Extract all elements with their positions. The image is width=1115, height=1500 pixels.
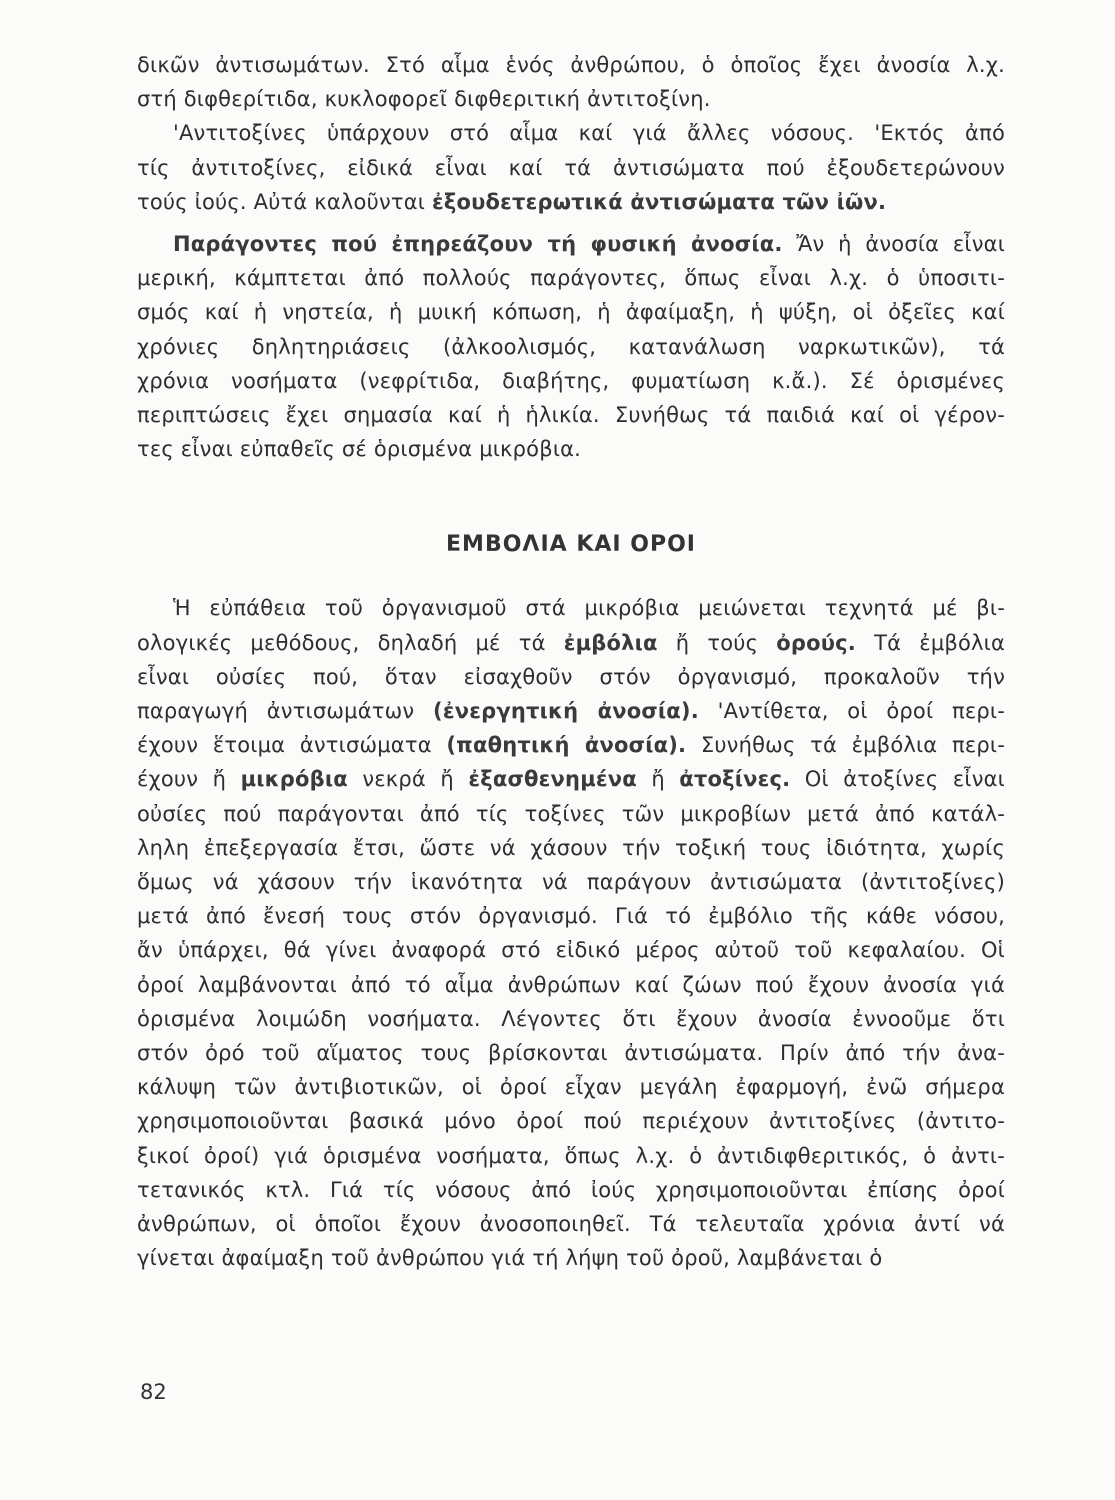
text-line [137, 968, 1005, 1002]
text-line [137, 227, 1005, 261]
text-run: Τά ἐμβόλια [855, 630, 1006, 655]
text-line [137, 728, 1005, 762]
text-run: στή διφθερίτιδα, κυκλοφορεῖ διφθεριτική ἀντιτοξίνη. [137, 87, 711, 112]
text-run: ὀροί λαμβάνονται ἀπό τό αἷμα ἀνθρώπων καί ζώων πού ἔχουν ἀνοσία γιά [137, 972, 1005, 997]
text-line [137, 1002, 1005, 1036]
page-body [137, 48, 1005, 1276]
bold-term: ὀρούς. [776, 630, 856, 655]
text-run: ξικοί ὀροί) γιά ὁρισμένα νοσήματα, ὅπως λ.χ. ὁ ἀντιδιφθεριτικός, ὁ ἀντι- [137, 1143, 1005, 1168]
text-run: τίς ἀντιτοξίνες, εἰδικά εἶναι καί τά ἀντισώματα πού ἐξουδετερώνουν [137, 155, 1005, 180]
text-run: γίνεται ἀφαίμαξη τοῦ ἀνθρώπου γιά τή λήψη τοῦ ὀροῦ, λαμβάνεται ὁ [137, 1246, 883, 1271]
text-run: χρόνια νοσήματα (νεφρίτιδα, διαβήτης, φυματίωση κ.ἄ.). Σέ ὁρισμένες [137, 368, 1005, 393]
text-line [137, 1036, 1005, 1070]
text-run: Συνήθως τά ἐμβόλια περι- [686, 733, 1005, 758]
text-line [137, 1207, 1005, 1241]
bold-term: ἐξουδετερωτικά ἀντισώματα τῶν ἰῶν. [431, 189, 887, 214]
text-line [137, 364, 1005, 398]
text-line [137, 1173, 1005, 1207]
bold-term: ἀτοξίνες. [679, 767, 791, 792]
text-run: οὐσίες πού παράγονται ἀπό τίς τοξίνες τῶν μικροβίων μετά ἀπό κατάλ- [137, 801, 1005, 826]
text-run: ἄν ὑπάρχει, θά γίνει ἀναφορά στό εἰδικό μέρος αὐτοῦ τοῦ κεφαλαίου. Οἱ [137, 938, 1005, 963]
text-line [137, 797, 1005, 831]
page-number: 82 [140, 1380, 167, 1404]
text-run: δικῶν ἀντισωμάτων. Στό αἷμα ἑνός ἀνθρώπου, ὁ ὁποῖος ἔχει ἀνοσία λ.χ. [137, 53, 1005, 77]
text-line [137, 330, 1005, 364]
section-heading: ΕΜΒΟΛΙΑ ΚΑΙ ΟΡΟΙ [446, 532, 696, 558]
bold-term: μικρόβια [240, 767, 348, 792]
text-line [137, 261, 1005, 295]
paragraph-3 [137, 227, 1005, 466]
text-line [137, 185, 1005, 219]
bold-term: Παράγοντες πού ἐπηρεάζουν τή φυσική ἀνοσία. [173, 232, 783, 257]
text-run: τούς ἰούς. Αὐτά καλοῦνται [137, 189, 432, 214]
text-line [137, 626, 1005, 660]
text-run: ἤ τούς [657, 630, 777, 655]
text-run: ἀνθρώπων, οἱ ὁποῖοι ἔχουν ἀνοσοποιηθεῖ. Τά τελευταῖα χρόνια ἀντί νά [137, 1212, 1005, 1237]
text-line [137, 1070, 1005, 1104]
text-run: μερική, κάμπτεται ἀπό πολλούς παράγοντες, ὅπως εἶναι λ.χ. ὁ ὑποσιτι- [137, 266, 1005, 291]
text-line [137, 82, 1005, 116]
bold-term: ἐμβόλια [563, 630, 658, 655]
text-run: μετά ἀπό ἔνεσή τους στόν ὀργανισμό. Γιά τό ἐμβόλιο τῆς κάθε νόσου, [137, 904, 1005, 929]
text-run: ληλη ἐπεξεργασία ἔτσι, ὥστε νά χάσουν τήν τοξική τους ἰδιότητα, χωρίς [137, 835, 1005, 860]
text-line [137, 762, 1005, 796]
text-run: Οἱ ἀτοξίνες εἶναι [790, 767, 1005, 792]
text-run: 'Αντίθετα, οἱ ὀροί περι- [698, 699, 1006, 724]
bold-term: ἐξασθενημένα [468, 767, 637, 792]
text-line [137, 899, 1005, 933]
text-line [137, 295, 1005, 329]
text-run: 'Αντιτοξίνες ὑπάρχουν στό αἷμα καί γιά ἄλλες νόσους. 'Εκτός ἀπό [173, 121, 1005, 146]
text-run: ὅμως νά χάσουν τήν ἱκανότητα νά παράγουν ἀντισώματα (ἀντιτοξίνες) [137, 870, 1005, 895]
bold-term: (παθητική ἀνοσία). [446, 733, 687, 758]
text-line [137, 831, 1005, 865]
text-line [137, 660, 1005, 694]
text-run: περιπτώσεις ἔχει σημασία καί ἡ ἡλικία. Συνήθως τά παιδιά καί οἱ γέρον- [137, 403, 1005, 428]
text-line [137, 116, 1005, 150]
text-run: έχουν ἕτοιμα ἀντισώματα [137, 733, 447, 758]
paragraph-1 [137, 48, 1005, 116]
text-run: εἶναι οὐσίες πού, ὅταν εἰσαχθοῦν στόν ὀργανισμό, προκαλοῦν τήν [137, 664, 1005, 689]
text-run: ολογικές μεθόδους, δηλαδή μέ τά [137, 630, 564, 655]
text-run: ἤ [636, 767, 680, 792]
text-line [137, 151, 1005, 185]
text-line [137, 591, 1005, 625]
text-line [137, 1241, 1005, 1275]
text-run: χρόνιες δηλητηριάσεις (ἀλκοολισμός, κατανάλωση ναρκωτικῶν), τά [137, 334, 1005, 359]
text-run: κάλυψη τῶν ἀντιβιοτικῶν, οἱ ὀροί εἶχαν μεγάλη ἐφαρμογή, ἐνῶ σήμερα [137, 1075, 1005, 1100]
paragraph-2 [137, 116, 1005, 219]
text-line [137, 933, 1005, 967]
text-run: ὁρισμένα λοιμώδη νοσήματα. Λέγοντες ὅτι ἔχουν ἀνοσία ἐννοοῦμε ὅτι [137, 1006, 1005, 1031]
text-run: χρησιμοποιοῦνται βασικά μόνο ὀροί πού περιέχουν ἀντιτοξίνες (ἀντιτο- [137, 1109, 1005, 1134]
bold-term: (ἐνεργητική ἀνοσία). [433, 699, 699, 724]
text-line [137, 398, 1005, 432]
text-run: σμός καί ἡ νηστεία, ἡ μυική κόπωση, ἡ ἀφαίμαξη, ἡ ψύξη, οἱ ὀξεῖες καί [137, 300, 1005, 325]
text-run: τες εἶναι εὐπαθεῖς σέ ὁρισμένα μικρόβια. [137, 437, 582, 462]
text-line [137, 432, 1005, 466]
text-run: τετανικός κτλ. Γιά τίς νόσους ἀπό ἰούς χρησιμοποιοῦνται ἐπίσης ὀροί [137, 1177, 1005, 1202]
text-run: Ἄν ἡ ἀνοσία εἶναι [782, 232, 1005, 257]
text-run: στόν ὀρό τοῦ αἵματος τους βρίσκονται ἀντισώματα. Πρίν ἀπό τήν ἀνα- [137, 1041, 1005, 1066]
text-run: Ἡ εὐπάθεια τοῦ ὀργανισμοῦ στά μικρόβια μειώνεται τεχνητά μέ βι- [173, 596, 1005, 621]
text-line [137, 865, 1005, 899]
paragraph-4 [137, 591, 1005, 1275]
text-line [137, 48, 1005, 82]
text-line [137, 694, 1005, 728]
text-line [137, 1104, 1005, 1138]
text-run: έχουν ἤ [137, 767, 241, 792]
text-line [137, 1139, 1005, 1173]
text-run: νεκρά ἤ [347, 767, 469, 792]
text-run: παραγωγή ἀντισωμάτων [137, 699, 434, 724]
